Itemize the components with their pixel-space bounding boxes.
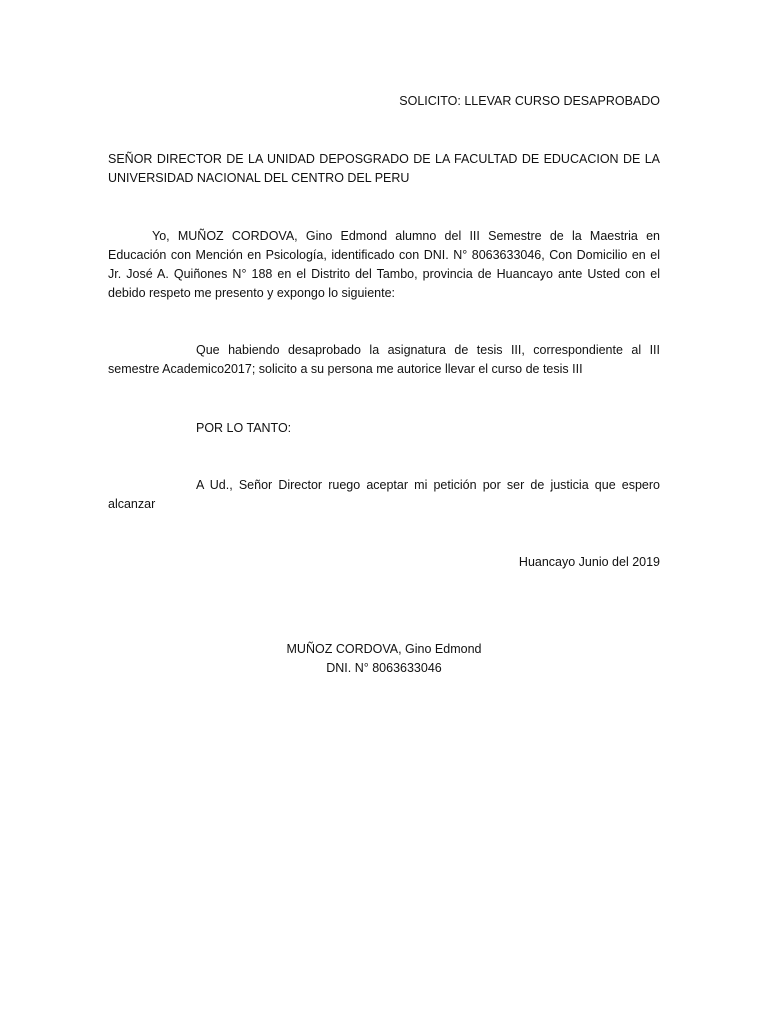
signature-block [234, 640, 534, 678]
signature-dni: DNI. N° 8063633046 [326, 661, 442, 675]
paragraph-intro: Yo, MUÑOZ CORDOVA, Gino Edmond alumno del III Semestre de la Maestria en Educación con Mención en Psicología, identificado con DNI. N° 8063633046, Con Domicilio en el Jr. José A. Quiñones N° 188 en el Distrito del Tambo, provincia de Huancayo ante Usted con el debido respeto me presento y expongo lo siguiente: [108, 229, 660, 300]
date-line: Huancayo Junio del 2019 [518, 555, 660, 569]
signature-name: MUÑOZ CORDOVA, Gino Edmond [286, 642, 482, 656]
paragraph-closing: A Ud., Señor Director ruego aceptar mi petición por ser de justicia que espero alcanzar [108, 478, 660, 511]
addressee: SEÑOR DIRECTOR DE LA UNIDAD DEPOSGRADO DE LA FACULTAD DE EDUCACION DE LA UNIVERSIDAD NACIONAL DEL CENTRO DEL PERU [108, 152, 660, 185]
subject-line: SOLICITO: LLEVAR CURSO DESAPROBADO [399, 94, 660, 108]
por-lo-tanto-heading: POR LO TANTO: [196, 421, 292, 435]
paragraph-request: Que habiendo desaprobado la asignatura de tesis III, correspondiente al III semestre Academico2017; solicito a su persona me autorice llevar el curso de tesis III [108, 343, 660, 376]
